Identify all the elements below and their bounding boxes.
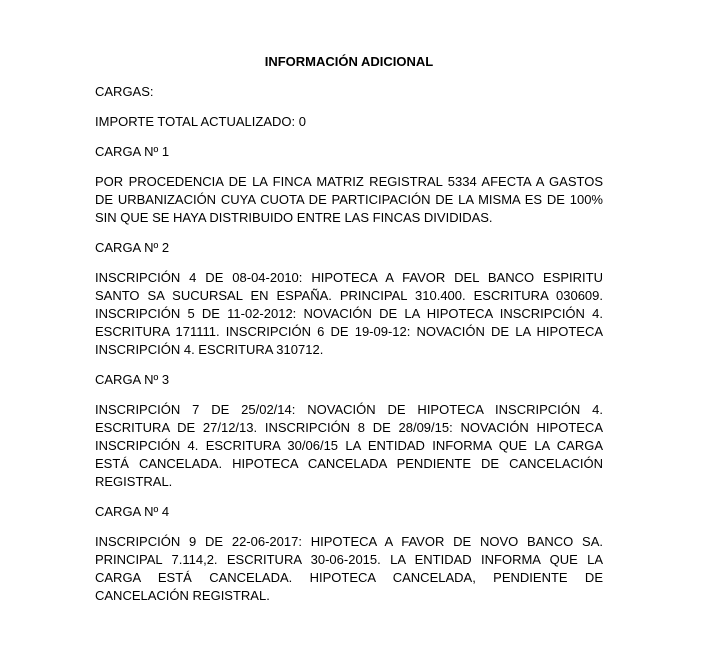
cargas-label: CARGAS: (95, 84, 154, 99)
carga-2-heading: CARGA Nº 2 (95, 240, 170, 255)
carga-4-line: PRINCIPAL 7.114,2. ESCRITURA 30-06-2015. LA ENTIDAD INFORMA QUE LA (95, 552, 603, 567)
carga-4-text (95, 533, 603, 605)
carga-2-line: INSCRIPCIÓN 4 DE 08-04-2010: HIPOTECA A FAVOR DEL BANCO ESPIRITU (95, 270, 603, 285)
page-title: INFORMACIÓN ADICIONAL (264, 54, 434, 69)
carga-1-text (95, 173, 603, 227)
carga-1-line: POR PROCEDENCIA DE LA FINCA MATRIZ REGISTRAL 5334 AFECTA A GASTOS (95, 174, 603, 189)
carga-3-line: INSCRIPCIÓN 7 DE 25/02/14: NOVACIÓN DE HIPOTECA INSCRIPCIÓN 4. (95, 402, 603, 417)
carga-2-line: INSCRIPCIÓN 4. ESCRITURA 310712. (95, 342, 324, 357)
carga-3-line: ESTÁ CANCELADA. HIPOTECA CANCELADA PENDIENTE DE CANCELACIÓN (95, 456, 603, 471)
carga-2-line: ESCRITURA 171111. INSCRIPCIÓN 6 DE 19-09-12: NOVACIÓN DE LA HIPOTECA (95, 324, 603, 339)
carga-2-text (95, 269, 603, 359)
carga-3-line: REGISTRAL. (95, 474, 173, 489)
carga-1-line: DE URBANIZACIÓN CUYA CUOTA DE PARTICIPACIÓN DE LA MISMA ES DE 100% (95, 192, 603, 207)
carga-3-line: INSCRIPCIÓN 4. ESCRITURA 30/06/15 LA ENTIDAD INFORMA QUE LA CARGA (95, 438, 603, 453)
carga-3-line: ESCRITURA DE 27/12/13. INSCRIPCIÓN 8 DE 28/09/15: NOVACIÓN HIPOTECA (95, 420, 603, 435)
carga-2-line: INSCRIPCIÓN 5 DE 11-02-2012: NOVACIÓN DE LA HIPOTECA INSCRIPCIÓN 4. (95, 306, 603, 321)
carga-4-heading: CARGA Nº 4 (95, 504, 170, 519)
carga-1-line: SIN QUE SE HAYA DISTRIBUIDO ENTRE LAS FINCAS DIVIDIDAS. (95, 210, 493, 225)
carga-3-text (95, 401, 603, 491)
carga-3-heading: CARGA Nº 3 (95, 372, 170, 387)
document-body (95, 83, 603, 617)
carga-4-line: CARGA ESTÁ CANCELADA. HIPOTECA CANCELADA, PENDIENTE DE (95, 570, 603, 585)
carga-2-line: SANTO SA SUCURSAL EN ESPAÑA. PRINCIPAL 310.400. ESCRITURA 030609. (95, 288, 603, 303)
carga-4-line: CANCELACIÓN REGISTRAL. (95, 588, 270, 603)
carga-1-heading: CARGA Nº 1 (95, 144, 170, 159)
carga-4-line: INSCRIPCIÓN 9 DE 22-06-2017: HIPOTECA A FAVOR DE NOVO BANCO SA. (95, 534, 603, 549)
importe-total: IMPORTE TOTAL ACTUALIZADO: 0 (95, 114, 306, 129)
